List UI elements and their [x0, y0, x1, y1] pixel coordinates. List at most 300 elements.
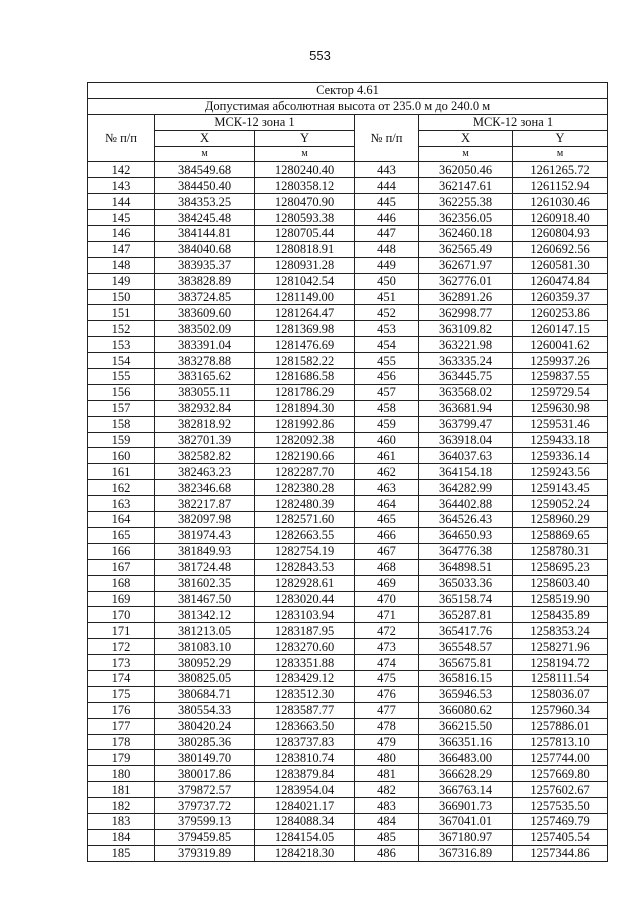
- point-num-left: 167: [88, 559, 155, 575]
- y-left: 1280470.90: [255, 194, 355, 210]
- x-right: 364776.38: [419, 543, 513, 559]
- point-num-left: 149: [88, 273, 155, 289]
- table-row: [88, 766, 608, 782]
- point-num-left: 154: [88, 353, 155, 369]
- table-row: [88, 512, 608, 528]
- x-left: 384144.81: [155, 226, 255, 242]
- x-right: 365816.15: [419, 670, 513, 686]
- x-right: 365548.57: [419, 639, 513, 655]
- point-num-left: 153: [88, 337, 155, 353]
- y-left: 1280818.91: [255, 241, 355, 257]
- point-num-left: 156: [88, 384, 155, 400]
- y-left: 1281786.29: [255, 384, 355, 400]
- point-num-right: 445: [355, 194, 419, 210]
- point-num-right: 447: [355, 226, 419, 242]
- y-right: 1260474.84: [513, 273, 608, 289]
- zone-header-right: МСК-12 зона 1: [419, 114, 608, 130]
- x-right: 364037.63: [419, 448, 513, 464]
- x-right: 362671.97: [419, 257, 513, 273]
- y-right: 1261265.72: [513, 162, 608, 178]
- x-right: 363445.75: [419, 369, 513, 385]
- y-right: 1257535.50: [513, 798, 608, 814]
- x-left: 380285.36: [155, 734, 255, 750]
- x-right: 364154.18: [419, 464, 513, 480]
- x-right: 362050.46: [419, 162, 513, 178]
- table-row: [88, 782, 608, 798]
- x-left: 381467.50: [155, 591, 255, 607]
- unit-y-left: м: [255, 146, 355, 162]
- point-num-right: 457: [355, 384, 419, 400]
- point-num-right: 480: [355, 750, 419, 766]
- x-right: 366351.16: [419, 734, 513, 750]
- y-left: 1282663.55: [255, 527, 355, 543]
- x-right: 363918.04: [419, 432, 513, 448]
- x-right: 363799.47: [419, 416, 513, 432]
- point-num-left: 182: [88, 798, 155, 814]
- point-num-right: 467: [355, 543, 419, 559]
- y-right: 1260359.37: [513, 289, 608, 305]
- table-row: [88, 718, 608, 734]
- x-right: 363335.24: [419, 353, 513, 369]
- point-num-right: 483: [355, 798, 419, 814]
- y-left: 1282092.38: [255, 432, 355, 448]
- point-num-left: 184: [88, 829, 155, 845]
- col-header-y-left: Y: [255, 130, 355, 146]
- x-right: 367180.97: [419, 829, 513, 845]
- point-num-left: 176: [88, 702, 155, 718]
- x-left: 383391.04: [155, 337, 255, 353]
- point-num-left: 174: [88, 670, 155, 686]
- point-num-right: 461: [355, 448, 419, 464]
- table-row: [88, 448, 608, 464]
- point-num-left: 159: [88, 432, 155, 448]
- y-right: 1257886.01: [513, 718, 608, 734]
- y-right: 1259433.18: [513, 432, 608, 448]
- x-right: 362147.61: [419, 178, 513, 194]
- y-right: 1260147.15: [513, 321, 608, 337]
- x-right: 366901.73: [419, 798, 513, 814]
- point-num-right: 454: [355, 337, 419, 353]
- unit-x-left: м: [155, 146, 255, 162]
- point-num-left: 168: [88, 575, 155, 591]
- point-num-right: 444: [355, 178, 419, 194]
- x-left: 382097.98: [155, 512, 255, 528]
- x-left: 381849.93: [155, 543, 255, 559]
- table-row: [88, 623, 608, 639]
- point-num-left: 162: [88, 480, 155, 496]
- point-num-right: 463: [355, 480, 419, 496]
- y-left: 1283879.84: [255, 766, 355, 782]
- y-right: 1258111.54: [513, 670, 608, 686]
- point-num-left: 152: [88, 321, 155, 337]
- x-left: 380149.70: [155, 750, 255, 766]
- x-left: 380420.24: [155, 718, 255, 734]
- point-num-right: 456: [355, 369, 419, 385]
- col-header-num-left: № п/п: [88, 114, 155, 162]
- point-num-right: 471: [355, 607, 419, 623]
- y-right: 1260581.30: [513, 257, 608, 273]
- x-left: 379319.89: [155, 845, 255, 861]
- table-row: [88, 845, 608, 861]
- table-row: [88, 829, 608, 845]
- y-right: 1258353.24: [513, 623, 608, 639]
- x-right: 367041.01: [419, 813, 513, 829]
- y-right: 1260918.40: [513, 210, 608, 226]
- table-row: [88, 337, 608, 353]
- point-num-left: 151: [88, 305, 155, 321]
- table-row: [88, 416, 608, 432]
- y-left: 1280593.38: [255, 210, 355, 226]
- x-right: 362891.26: [419, 289, 513, 305]
- y-right: 1258435.89: [513, 607, 608, 623]
- x-right: 362998.77: [419, 305, 513, 321]
- x-right: 362776.01: [419, 273, 513, 289]
- y-right: 1260253.86: [513, 305, 608, 321]
- unit-y-right: м: [513, 146, 608, 162]
- x-left: 384353.25: [155, 194, 255, 210]
- x-left: 383055.11: [155, 384, 255, 400]
- table-row: [88, 384, 608, 400]
- point-num-right: 459: [355, 416, 419, 432]
- point-num-left: 164: [88, 512, 155, 528]
- y-right: 1257744.00: [513, 750, 608, 766]
- x-right: 364650.93: [419, 527, 513, 543]
- point-num-left: 147: [88, 241, 155, 257]
- point-num-right: 478: [355, 718, 419, 734]
- y-right: 1260041.62: [513, 337, 608, 353]
- y-right: 1258036.07: [513, 686, 608, 702]
- table-row: [88, 575, 608, 591]
- point-num-left: 143: [88, 178, 155, 194]
- point-num-right: 451: [355, 289, 419, 305]
- x-left: 384245.48: [155, 210, 255, 226]
- col-header-x-left: X: [155, 130, 255, 146]
- y-left: 1283351.88: [255, 655, 355, 671]
- x-left: 379459.85: [155, 829, 255, 845]
- table-row: [88, 639, 608, 655]
- x-left: 379872.57: [155, 782, 255, 798]
- y-left: 1282571.60: [255, 512, 355, 528]
- x-right: 363221.98: [419, 337, 513, 353]
- y-right: 1257813.10: [513, 734, 608, 750]
- x-right: 364898.51: [419, 559, 513, 575]
- y-left: 1283103.94: [255, 607, 355, 623]
- x-right: 364402.88: [419, 496, 513, 512]
- table-row: [88, 670, 608, 686]
- point-num-left: 181: [88, 782, 155, 798]
- point-num-right: 446: [355, 210, 419, 226]
- point-num-right: 474: [355, 655, 419, 671]
- point-num-right: 443: [355, 162, 419, 178]
- point-num-left: 172: [88, 639, 155, 655]
- y-left: 1280240.40: [255, 162, 355, 178]
- y-right: 1257344.86: [513, 845, 608, 861]
- y-right: 1258695.23: [513, 559, 608, 575]
- x-left: 381974.43: [155, 527, 255, 543]
- y-right: 1259729.54: [513, 384, 608, 400]
- point-num-left: 158: [88, 416, 155, 432]
- point-num-right: 464: [355, 496, 419, 512]
- point-num-right: 482: [355, 782, 419, 798]
- col-header-num-right: № п/п: [355, 114, 419, 162]
- unit-x-right: м: [419, 146, 513, 162]
- x-left: 380684.71: [155, 686, 255, 702]
- y-right: 1259052.24: [513, 496, 608, 512]
- y-left: 1283810.74: [255, 750, 355, 766]
- point-num-left: 150: [88, 289, 155, 305]
- point-num-left: 145: [88, 210, 155, 226]
- point-num-right: 473: [355, 639, 419, 655]
- x-right: 362255.38: [419, 194, 513, 210]
- table-row: [88, 686, 608, 702]
- point-num-right: 470: [355, 591, 419, 607]
- y-left: 1282754.19: [255, 543, 355, 559]
- point-num-right: 458: [355, 400, 419, 416]
- point-num-right: 486: [355, 845, 419, 861]
- y-left: 1282928.61: [255, 575, 355, 591]
- y-right: 1257602.67: [513, 782, 608, 798]
- point-num-right: 455: [355, 353, 419, 369]
- x-right: 364526.43: [419, 512, 513, 528]
- y-left: 1280931.28: [255, 257, 355, 273]
- x-right: 363681.94: [419, 400, 513, 416]
- y-left: 1283663.50: [255, 718, 355, 734]
- point-num-left: 179: [88, 750, 155, 766]
- y-right: 1258194.72: [513, 655, 608, 671]
- table-row: [88, 734, 608, 750]
- y-left: 1281582.22: [255, 353, 355, 369]
- page-number: 553: [309, 48, 331, 63]
- x-left: 380017.86: [155, 766, 255, 782]
- point-num-right: 469: [355, 575, 419, 591]
- x-left: 381342.12: [155, 607, 255, 623]
- point-num-left: 180: [88, 766, 155, 782]
- y-left: 1281686.58: [255, 369, 355, 385]
- point-num-right: 450: [355, 273, 419, 289]
- y-right: 1258519.90: [513, 591, 608, 607]
- table-row: [88, 798, 608, 814]
- table-row: [88, 289, 608, 305]
- table-row: [88, 369, 608, 385]
- table-row: [88, 464, 608, 480]
- table-row: [88, 527, 608, 543]
- point-num-left: 165: [88, 527, 155, 543]
- point-num-right: 460: [355, 432, 419, 448]
- x-right: 365417.76: [419, 623, 513, 639]
- point-num-left: 166: [88, 543, 155, 559]
- col-header-y-right: Y: [513, 130, 608, 146]
- y-left: 1281149.00: [255, 289, 355, 305]
- y-left: 1283187.95: [255, 623, 355, 639]
- point-num-right: 448: [355, 241, 419, 257]
- y-right: 1258780.31: [513, 543, 608, 559]
- y-right: 1258960.29: [513, 512, 608, 528]
- y-right: 1258869.65: [513, 527, 608, 543]
- x-left: 383935.37: [155, 257, 255, 273]
- x-left: 381724.48: [155, 559, 255, 575]
- y-right: 1261030.46: [513, 194, 608, 210]
- table-row: [88, 591, 608, 607]
- y-right: 1257469.79: [513, 813, 608, 829]
- table-row: [88, 321, 608, 337]
- table-row: [88, 178, 608, 194]
- height-range: Допустимая абсолютная высота от 235.0 м до 240.0 м: [88, 98, 608, 114]
- y-left: 1284218.30: [255, 845, 355, 861]
- point-num-right: 449: [355, 257, 419, 273]
- y-right: 1258603.40: [513, 575, 608, 591]
- x-right: 365287.81: [419, 607, 513, 623]
- point-num-left: 157: [88, 400, 155, 416]
- point-num-left: 160: [88, 448, 155, 464]
- table-row: [88, 702, 608, 718]
- y-left: 1281894.30: [255, 400, 355, 416]
- point-num-right: 452: [355, 305, 419, 321]
- x-left: 382582.82: [155, 448, 255, 464]
- table-row: [88, 210, 608, 226]
- point-num-right: 476: [355, 686, 419, 702]
- zone-header-left: МСК-12 зона 1: [155, 114, 355, 130]
- y-left: 1282287.70: [255, 464, 355, 480]
- y-left: 1282190.66: [255, 448, 355, 464]
- x-left: 384040.68: [155, 241, 255, 257]
- y-right: 1259243.56: [513, 464, 608, 480]
- y-left: 1281042.54: [255, 273, 355, 289]
- y-left: 1284021.17: [255, 798, 355, 814]
- y-left: 1281264.47: [255, 305, 355, 321]
- x-left: 383502.09: [155, 321, 255, 337]
- table-row: [88, 273, 608, 289]
- x-right: 362460.18: [419, 226, 513, 242]
- point-num-left: 155: [88, 369, 155, 385]
- x-right: 363568.02: [419, 384, 513, 400]
- x-right: 366483.00: [419, 750, 513, 766]
- col-header-x-right: X: [419, 130, 513, 146]
- table-body: [88, 162, 608, 861]
- x-left: 383724.85: [155, 289, 255, 305]
- y-left: 1284088.34: [255, 813, 355, 829]
- y-left: 1283512.30: [255, 686, 355, 702]
- y-left: 1284154.05: [255, 829, 355, 845]
- x-right: 366763.14: [419, 782, 513, 798]
- coordinates-table: [87, 82, 608, 862]
- x-right: 365675.81: [419, 655, 513, 671]
- y-right: 1259937.26: [513, 353, 608, 369]
- point-num-right: 472: [355, 623, 419, 639]
- x-left: 382463.23: [155, 464, 255, 480]
- y-right: 1259531.46: [513, 416, 608, 432]
- table-row: [88, 655, 608, 671]
- table-row: [88, 813, 608, 829]
- point-num-left: 161: [88, 464, 155, 480]
- x-left: 381083.10: [155, 639, 255, 655]
- point-num-right: 466: [355, 527, 419, 543]
- table-row: [88, 194, 608, 210]
- point-num-right: 468: [355, 559, 419, 575]
- point-num-right: 475: [355, 670, 419, 686]
- y-right: 1258271.96: [513, 639, 608, 655]
- point-num-left: 178: [88, 734, 155, 750]
- point-num-left: 177: [88, 718, 155, 734]
- x-right: 365946.53: [419, 686, 513, 702]
- x-right: 367316.89: [419, 845, 513, 861]
- x-left: 380825.05: [155, 670, 255, 686]
- y-right: 1259630.98: [513, 400, 608, 416]
- y-left: 1281369.98: [255, 321, 355, 337]
- table-row: [88, 750, 608, 766]
- table-row: [88, 543, 608, 559]
- point-num-left: 183: [88, 813, 155, 829]
- y-right: 1259336.14: [513, 448, 608, 464]
- table-row: [88, 226, 608, 242]
- y-left: 1283587.77: [255, 702, 355, 718]
- point-num-right: 462: [355, 464, 419, 480]
- point-num-left: 171: [88, 623, 155, 639]
- table-row: [88, 607, 608, 623]
- table-row: [88, 257, 608, 273]
- x-left: 383828.89: [155, 273, 255, 289]
- y-left: 1283737.83: [255, 734, 355, 750]
- x-left: 382217.87: [155, 496, 255, 512]
- y-left: 1280705.44: [255, 226, 355, 242]
- x-right: 363109.82: [419, 321, 513, 337]
- table-row: [88, 480, 608, 496]
- table-row: [88, 353, 608, 369]
- y-right: 1257405.54: [513, 829, 608, 845]
- y-left: 1283270.60: [255, 639, 355, 655]
- x-left: 383609.60: [155, 305, 255, 321]
- point-num-left: 169: [88, 591, 155, 607]
- table-row: [88, 559, 608, 575]
- point-num-left: 185: [88, 845, 155, 861]
- y-right: 1261152.94: [513, 178, 608, 194]
- x-right: 366080.62: [419, 702, 513, 718]
- x-left: 383278.88: [155, 353, 255, 369]
- point-num-right: 481: [355, 766, 419, 782]
- point-num-right: 453: [355, 321, 419, 337]
- x-right: 366628.29: [419, 766, 513, 782]
- y-left: 1283954.04: [255, 782, 355, 798]
- point-num-left: 144: [88, 194, 155, 210]
- table-row: [88, 305, 608, 321]
- x-left: 382346.68: [155, 480, 255, 496]
- table-row: [88, 162, 608, 178]
- point-num-right: 479: [355, 734, 419, 750]
- x-right: 364282.99: [419, 480, 513, 496]
- x-left: 380554.33: [155, 702, 255, 718]
- y-left: 1281992.86: [255, 416, 355, 432]
- x-right: 362565.49: [419, 241, 513, 257]
- table-row: [88, 400, 608, 416]
- x-left: 382932.84: [155, 400, 255, 416]
- y-left: 1282380.28: [255, 480, 355, 496]
- table-row: [88, 432, 608, 448]
- y-left: 1281476.69: [255, 337, 355, 353]
- x-left: 381602.35: [155, 575, 255, 591]
- y-left: 1282843.53: [255, 559, 355, 575]
- x-right: 365158.74: [419, 591, 513, 607]
- x-left: 382818.92: [155, 416, 255, 432]
- point-num-right: 477: [355, 702, 419, 718]
- x-left: 382701.39: [155, 432, 255, 448]
- point-num-left: 142: [88, 162, 155, 178]
- x-right: 362356.05: [419, 210, 513, 226]
- x-left: 379737.72: [155, 798, 255, 814]
- table-row: [88, 241, 608, 257]
- x-right: 366215.50: [419, 718, 513, 734]
- y-left: 1283429.12: [255, 670, 355, 686]
- point-num-left: 170: [88, 607, 155, 623]
- point-num-right: 484: [355, 813, 419, 829]
